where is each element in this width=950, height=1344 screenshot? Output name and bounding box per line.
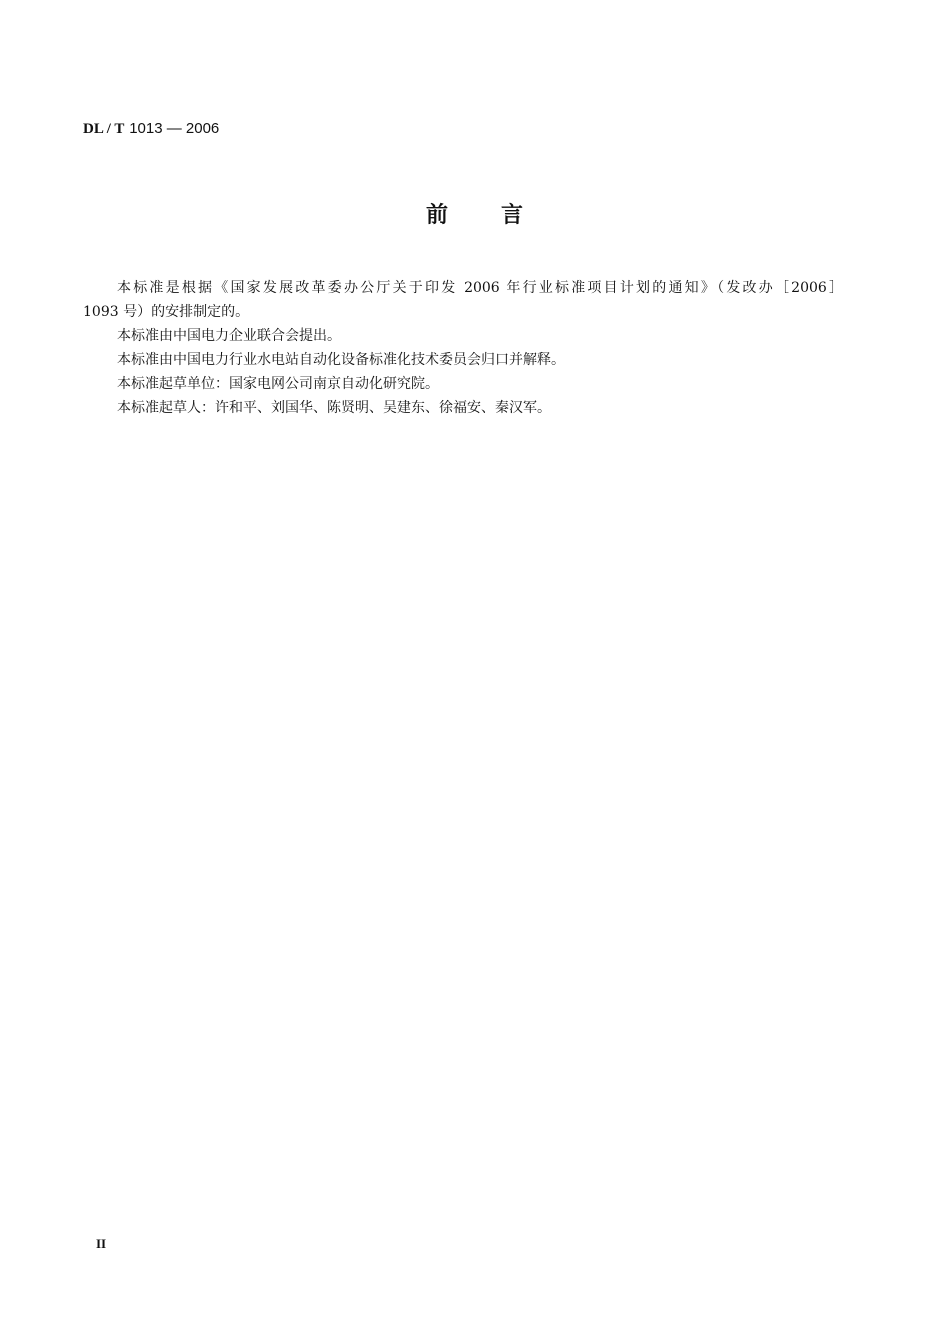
paragraph-basis [83, 276, 843, 324]
standard-code [83, 119, 219, 138]
paragraph-basis-line-2: 1093 号）的安排制定的。 [83, 304, 250, 320]
page-title-char-1: 前 [425, 203, 449, 228]
paragraph-drafters: 本标准起草人：许和平、刘国华、陈贤明、吴建东、徐福安、秦汉军。 [117, 400, 551, 416]
foreword-body [83, 276, 843, 420]
page-number: II [96, 1236, 107, 1251]
page-title-char-2: 言 [501, 203, 525, 228]
paragraph-basis-line-1: 本标准是根据《国家发展改革委办公厅关于印发 2006 年行业标准项目计划的通知》（发改办［2006］ [117, 280, 843, 296]
page-title [0, 198, 950, 229]
paragraph-administrator: 本标准由中国电力行业水电站自动化设备标准化技术委员会归口并解释。 [117, 352, 565, 368]
standard-code-prefix: DL / T [83, 121, 125, 137]
standard-code-number: 1013 — 2006 [129, 120, 220, 137]
paragraph-drafting-unit: 本标准起草单位：国家电网公司南京自动化研究院。 [117, 376, 439, 392]
paragraph-proposer: 本标准由中国电力企业联合会提出。 [117, 328, 341, 344]
